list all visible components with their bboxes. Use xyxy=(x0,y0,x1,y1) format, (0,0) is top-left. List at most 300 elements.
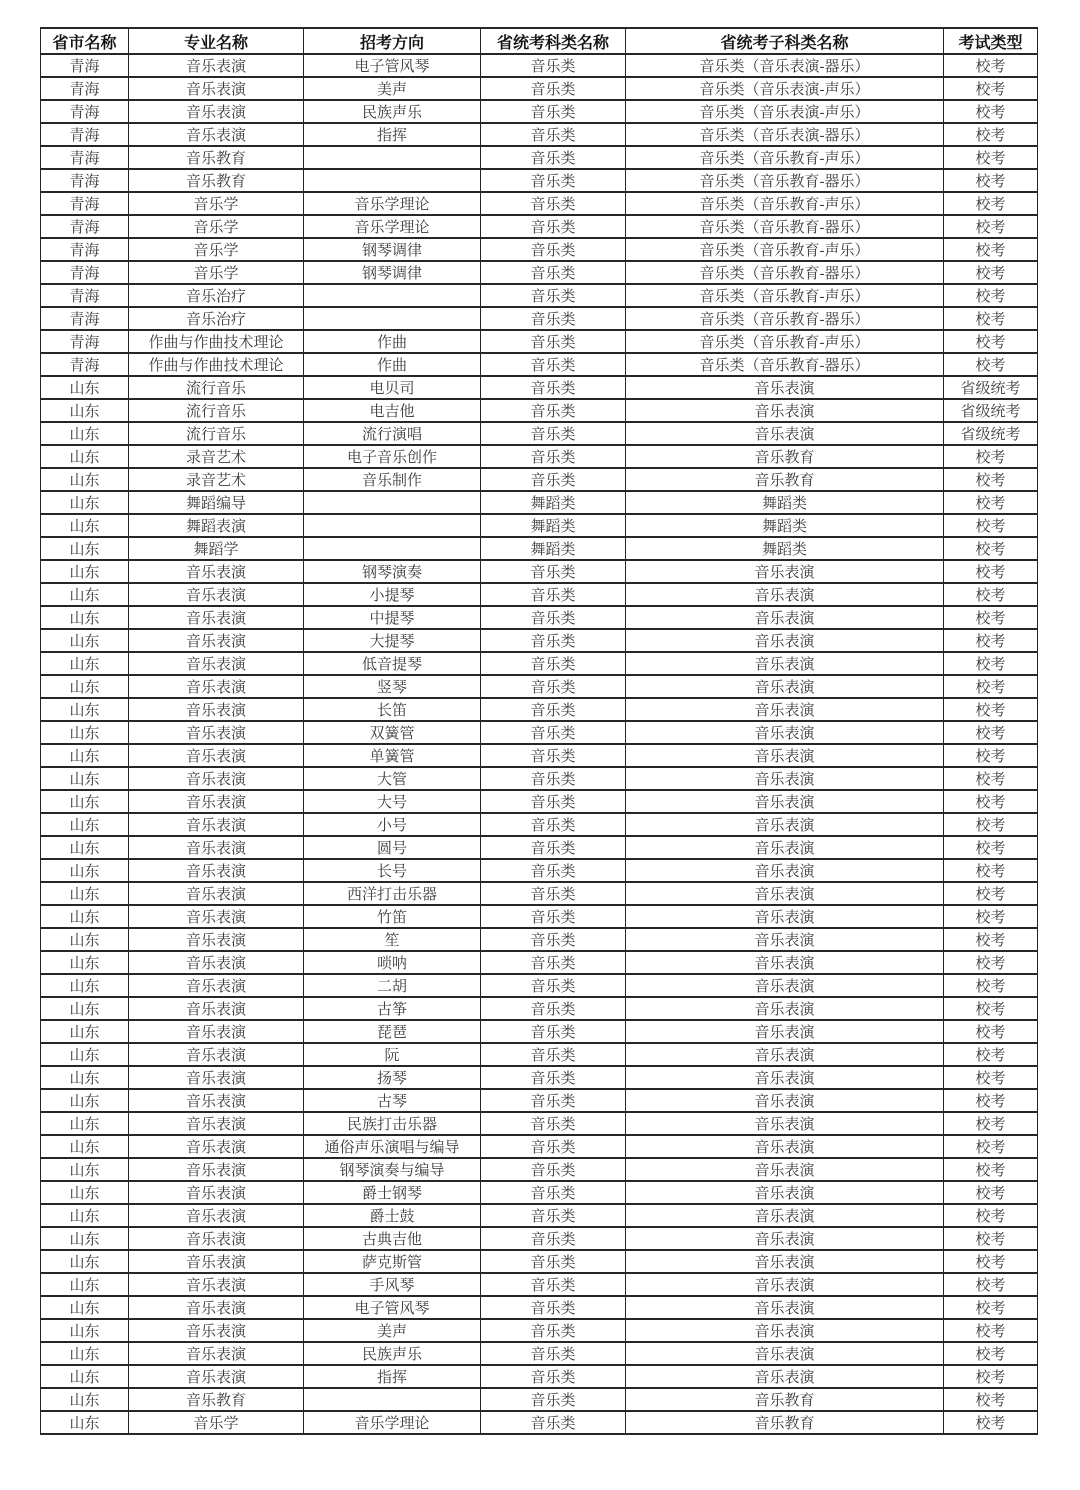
cell-unified-exam-category: 音乐类 xyxy=(481,100,626,123)
cell-province: 青海 xyxy=(41,215,129,238)
table-row xyxy=(41,1411,1038,1434)
cell-exam-type: 校考 xyxy=(944,261,1038,284)
table-row xyxy=(41,1319,1038,1342)
cell-unified-exam-subcategory: 音乐表演 xyxy=(626,1296,944,1319)
table-row xyxy=(41,1227,1038,1250)
cell-direction: 电子音乐创作 xyxy=(304,445,481,468)
cell-major: 音乐表演 xyxy=(129,1135,304,1158)
cell-unified-exam-category: 舞蹈类 xyxy=(481,537,626,560)
cell-province: 山东 xyxy=(41,1020,129,1043)
cell-unified-exam-category: 音乐类 xyxy=(481,583,626,606)
cell-direction: 民族声乐 xyxy=(304,1342,481,1365)
cell-unified-exam-category: 音乐类 xyxy=(481,698,626,721)
cell-province: 山东 xyxy=(41,1319,129,1342)
cell-province: 山东 xyxy=(41,583,129,606)
cell-unified-exam-subcategory: 音乐表演 xyxy=(626,1204,944,1227)
table-row xyxy=(41,859,1038,882)
cell-unified-exam-category: 音乐类 xyxy=(481,1411,626,1434)
table-row xyxy=(41,721,1038,744)
cell-major: 音乐学 xyxy=(129,238,304,261)
cell-unified-exam-category: 音乐类 xyxy=(481,353,626,376)
cell-direction xyxy=(304,537,481,560)
cell-exam-type: 校考 xyxy=(944,813,1038,836)
cell-exam-type: 校考 xyxy=(944,215,1038,238)
cell-unified-exam-category: 音乐类 xyxy=(481,1342,626,1365)
cell-unified-exam-subcategory: 音乐类（音乐教育-器乐） xyxy=(626,169,944,192)
cell-major: 音乐表演 xyxy=(129,1020,304,1043)
cell-direction: 大管 xyxy=(304,767,481,790)
cell-exam-type: 校考 xyxy=(944,721,1038,744)
cell-direction: 扬琴 xyxy=(304,1066,481,1089)
cell-unified-exam-category: 音乐类 xyxy=(481,1319,626,1342)
table-row xyxy=(41,698,1038,721)
cell-unified-exam-category: 音乐类 xyxy=(481,54,626,77)
cell-province: 山东 xyxy=(41,1112,129,1135)
cell-province: 青海 xyxy=(41,100,129,123)
cell-province: 山东 xyxy=(41,698,129,721)
cell-major: 音乐教育 xyxy=(129,1388,304,1411)
cell-unified-exam-category: 音乐类 xyxy=(481,905,626,928)
cell-major: 音乐表演 xyxy=(129,1112,304,1135)
cell-unified-exam-subcategory: 音乐类（音乐教育-声乐） xyxy=(626,284,944,307)
cell-major: 舞蹈学 xyxy=(129,537,304,560)
table-row xyxy=(41,284,1038,307)
exam-categories-table xyxy=(40,27,1038,1435)
table-row xyxy=(41,77,1038,100)
cell-unified-exam-subcategory: 舞蹈类 xyxy=(626,537,944,560)
cell-exam-type: 校考 xyxy=(944,468,1038,491)
cell-unified-exam-category: 音乐类 xyxy=(481,859,626,882)
table-row xyxy=(41,744,1038,767)
cell-unified-exam-subcategory: 音乐表演 xyxy=(626,1066,944,1089)
cell-province: 山东 xyxy=(41,1089,129,1112)
cell-direction xyxy=(304,1388,481,1411)
cell-unified-exam-subcategory: 音乐表演 xyxy=(626,399,944,422)
cell-major: 音乐表演 xyxy=(129,675,304,698)
table-row xyxy=(41,169,1038,192)
cell-unified-exam-category: 音乐类 xyxy=(481,307,626,330)
cell-unified-exam-category: 音乐类 xyxy=(481,1365,626,1388)
cell-unified-exam-subcategory: 音乐类（音乐教育-器乐） xyxy=(626,353,944,376)
cell-exam-type: 校考 xyxy=(944,54,1038,77)
cell-major: 音乐表演 xyxy=(129,1273,304,1296)
cell-unified-exam-subcategory: 音乐教育 xyxy=(626,1411,944,1434)
cell-province: 青海 xyxy=(41,146,129,169)
cell-unified-exam-subcategory: 音乐表演 xyxy=(626,1158,944,1181)
table-row xyxy=(41,514,1038,537)
cell-unified-exam-subcategory: 音乐表演 xyxy=(626,560,944,583)
cell-unified-exam-subcategory: 音乐表演 xyxy=(626,1319,944,1342)
table-row xyxy=(41,997,1038,1020)
cell-unified-exam-subcategory: 音乐类（音乐教育-声乐） xyxy=(626,192,944,215)
cell-major: 音乐学 xyxy=(129,1411,304,1434)
table-row xyxy=(41,560,1038,583)
cell-unified-exam-subcategory: 音乐表演 xyxy=(626,652,944,675)
cell-exam-type: 校考 xyxy=(944,974,1038,997)
table-row xyxy=(41,376,1038,399)
cell-unified-exam-category: 音乐类 xyxy=(481,606,626,629)
cell-unified-exam-category: 音乐类 xyxy=(481,790,626,813)
cell-exam-type: 校考 xyxy=(944,905,1038,928)
cell-unified-exam-category: 音乐类 xyxy=(481,146,626,169)
cell-unified-exam-category: 音乐类 xyxy=(481,1112,626,1135)
cell-exam-type: 校考 xyxy=(944,1020,1038,1043)
cell-exam-type: 校考 xyxy=(944,928,1038,951)
cell-exam-type: 校考 xyxy=(944,491,1038,514)
cell-major: 音乐表演 xyxy=(129,629,304,652)
cell-direction: 古筝 xyxy=(304,997,481,1020)
cell-unified-exam-category: 音乐类 xyxy=(481,77,626,100)
cell-major: 音乐教育 xyxy=(129,169,304,192)
cell-exam-type: 校考 xyxy=(944,1204,1038,1227)
cell-province: 山东 xyxy=(41,468,129,491)
cell-unified-exam-category: 音乐类 xyxy=(481,169,626,192)
cell-province: 山东 xyxy=(41,1066,129,1089)
cell-unified-exam-category: 音乐类 xyxy=(481,1273,626,1296)
cell-exam-type: 校考 xyxy=(944,77,1038,100)
cell-exam-type: 校考 xyxy=(944,698,1038,721)
cell-province: 山东 xyxy=(41,1388,129,1411)
cell-exam-type: 校考 xyxy=(944,1273,1038,1296)
table-row xyxy=(41,1020,1038,1043)
cell-direction: 钢琴调律 xyxy=(304,261,481,284)
column-header-unified-exam-category: 省统考科类名称 xyxy=(481,28,626,54)
cell-major: 音乐表演 xyxy=(129,721,304,744)
cell-unified-exam-category: 音乐类 xyxy=(481,652,626,675)
cell-direction: 通俗声乐演唱与编导 xyxy=(304,1135,481,1158)
cell-unified-exam-category: 音乐类 xyxy=(481,399,626,422)
cell-unified-exam-category: 音乐类 xyxy=(481,882,626,905)
cell-exam-type: 校考 xyxy=(944,445,1038,468)
cell-direction: 电吉他 xyxy=(304,399,481,422)
cell-exam-type: 校考 xyxy=(944,330,1038,353)
cell-major: 音乐学 xyxy=(129,261,304,284)
cell-unified-exam-category: 音乐类 xyxy=(481,951,626,974)
cell-unified-exam-subcategory: 音乐类（音乐教育-器乐） xyxy=(626,307,944,330)
table-row xyxy=(41,123,1038,146)
cell-exam-type: 省级统考 xyxy=(944,422,1038,445)
cell-major: 流行音乐 xyxy=(129,376,304,399)
cell-exam-type: 校考 xyxy=(944,1365,1038,1388)
table-row xyxy=(41,1089,1038,1112)
table-row xyxy=(41,951,1038,974)
table-row xyxy=(41,813,1038,836)
cell-unified-exam-subcategory: 音乐表演 xyxy=(626,974,944,997)
cell-province: 山东 xyxy=(41,445,129,468)
cell-unified-exam-category: 音乐类 xyxy=(481,1388,626,1411)
cell-province: 山东 xyxy=(41,1204,129,1227)
table-row xyxy=(41,468,1038,491)
cell-province: 山东 xyxy=(41,721,129,744)
column-header-province: 省市名称 xyxy=(41,28,129,54)
table-row xyxy=(41,1365,1038,1388)
cell-province: 山东 xyxy=(41,928,129,951)
cell-province: 山东 xyxy=(41,491,129,514)
cell-exam-type: 校考 xyxy=(944,169,1038,192)
cell-unified-exam-category: 音乐类 xyxy=(481,261,626,284)
table-row xyxy=(41,353,1038,376)
cell-major: 舞蹈编导 xyxy=(129,491,304,514)
cell-province: 山东 xyxy=(41,951,129,974)
cell-exam-type: 校考 xyxy=(944,1342,1038,1365)
cell-direction xyxy=(304,514,481,537)
cell-exam-type: 校考 xyxy=(944,1043,1038,1066)
cell-exam-type: 校考 xyxy=(944,1066,1038,1089)
table-row xyxy=(41,1273,1038,1296)
table-row xyxy=(41,1135,1038,1158)
cell-unified-exam-category: 音乐类 xyxy=(481,215,626,238)
cell-unified-exam-subcategory: 音乐表演 xyxy=(626,744,944,767)
cell-unified-exam-subcategory: 音乐类（音乐表演-器乐） xyxy=(626,123,944,146)
cell-major: 音乐表演 xyxy=(129,951,304,974)
cell-exam-type: 校考 xyxy=(944,192,1038,215)
cell-unified-exam-category: 音乐类 xyxy=(481,1227,626,1250)
cell-exam-type: 校考 xyxy=(944,1227,1038,1250)
cell-province: 青海 xyxy=(41,330,129,353)
cell-unified-exam-category: 音乐类 xyxy=(481,284,626,307)
cell-exam-type: 校考 xyxy=(944,514,1038,537)
cell-direction: 美声 xyxy=(304,1319,481,1342)
cell-exam-type: 校考 xyxy=(944,606,1038,629)
cell-direction: 作曲 xyxy=(304,353,481,376)
cell-exam-type: 校考 xyxy=(944,997,1038,1020)
cell-unified-exam-subcategory: 音乐表演 xyxy=(626,951,944,974)
table-row xyxy=(41,606,1038,629)
cell-unified-exam-category: 音乐类 xyxy=(481,1250,626,1273)
cell-unified-exam-category: 音乐类 xyxy=(481,123,626,146)
table-row xyxy=(41,399,1038,422)
cell-direction: 低音提琴 xyxy=(304,652,481,675)
cell-direction: 大号 xyxy=(304,790,481,813)
cell-direction: 大提琴 xyxy=(304,629,481,652)
cell-unified-exam-subcategory: 音乐表演 xyxy=(626,905,944,928)
cell-province: 山东 xyxy=(41,1296,129,1319)
table-row xyxy=(41,1181,1038,1204)
cell-exam-type: 校考 xyxy=(944,1089,1038,1112)
cell-direction: 钢琴演奏 xyxy=(304,560,481,583)
cell-major: 音乐表演 xyxy=(129,1204,304,1227)
cell-unified-exam-subcategory: 音乐表演 xyxy=(626,928,944,951)
cell-province: 山东 xyxy=(41,629,129,652)
cell-major: 音乐表演 xyxy=(129,100,304,123)
cell-major: 音乐表演 xyxy=(129,1227,304,1250)
cell-major: 音乐表演 xyxy=(129,974,304,997)
cell-exam-type: 校考 xyxy=(944,100,1038,123)
cell-major: 录音艺术 xyxy=(129,468,304,491)
cell-exam-type: 校考 xyxy=(944,146,1038,169)
table-row xyxy=(41,307,1038,330)
cell-direction: 阮 xyxy=(304,1043,481,1066)
cell-unified-exam-subcategory: 音乐表演 xyxy=(626,997,944,1020)
cell-unified-exam-subcategory: 音乐表演 xyxy=(626,882,944,905)
cell-major: 流行音乐 xyxy=(129,422,304,445)
cell-direction: 琵琶 xyxy=(304,1020,481,1043)
table-row xyxy=(41,1112,1038,1135)
cell-province: 山东 xyxy=(41,560,129,583)
cell-unified-exam-subcategory: 音乐教育 xyxy=(626,1388,944,1411)
cell-direction: 竹笛 xyxy=(304,905,481,928)
table-row xyxy=(41,192,1038,215)
cell-exam-type: 校考 xyxy=(944,629,1038,652)
table-row xyxy=(41,1066,1038,1089)
cell-province: 青海 xyxy=(41,123,129,146)
cell-direction: 中提琴 xyxy=(304,606,481,629)
cell-province: 山东 xyxy=(41,652,129,675)
cell-major: 音乐表演 xyxy=(129,1296,304,1319)
cell-unified-exam-subcategory: 音乐类（音乐教育-声乐） xyxy=(626,330,944,353)
table-row xyxy=(41,54,1038,77)
cell-exam-type: 校考 xyxy=(944,1296,1038,1319)
cell-unified-exam-subcategory: 音乐表演 xyxy=(626,859,944,882)
cell-province: 山东 xyxy=(41,997,129,1020)
cell-major: 音乐表演 xyxy=(129,606,304,629)
cell-major: 音乐表演 xyxy=(129,77,304,100)
cell-unified-exam-category: 音乐类 xyxy=(481,1296,626,1319)
cell-direction: 钢琴调律 xyxy=(304,238,481,261)
cell-direction: 电子管风琴 xyxy=(304,54,481,77)
cell-unified-exam-category: 音乐类 xyxy=(481,1204,626,1227)
table-row xyxy=(41,1250,1038,1273)
column-header-unified-exam-subcategory: 省统考子科类名称 xyxy=(626,28,944,54)
cell-direction: 小号 xyxy=(304,813,481,836)
cell-direction: 竖琴 xyxy=(304,675,481,698)
cell-unified-exam-subcategory: 音乐表演 xyxy=(626,1250,944,1273)
cell-major: 音乐表演 xyxy=(129,560,304,583)
cell-major: 音乐表演 xyxy=(129,698,304,721)
cell-unified-exam-subcategory: 音乐类（音乐表演-声乐） xyxy=(626,77,944,100)
cell-direction: 二胡 xyxy=(304,974,481,997)
cell-exam-type: 校考 xyxy=(944,744,1038,767)
cell-direction: 音乐学理论 xyxy=(304,1411,481,1434)
cell-major: 音乐表演 xyxy=(129,905,304,928)
cell-direction xyxy=(304,307,481,330)
cell-direction: 作曲 xyxy=(304,330,481,353)
cell-province: 青海 xyxy=(41,77,129,100)
cell-unified-exam-category: 音乐类 xyxy=(481,192,626,215)
cell-unified-exam-category: 音乐类 xyxy=(481,744,626,767)
table-row xyxy=(41,652,1038,675)
cell-unified-exam-subcategory: 音乐表演 xyxy=(626,1135,944,1158)
table-row xyxy=(41,238,1038,261)
cell-province: 山东 xyxy=(41,905,129,928)
cell-province: 青海 xyxy=(41,307,129,330)
cell-unified-exam-subcategory: 音乐教育 xyxy=(626,468,944,491)
cell-direction: 长号 xyxy=(304,859,481,882)
cell-major: 音乐学 xyxy=(129,215,304,238)
cell-unified-exam-subcategory: 音乐表演 xyxy=(626,813,944,836)
cell-unified-exam-subcategory: 舞蹈类 xyxy=(626,491,944,514)
cell-unified-exam-subcategory: 音乐表演 xyxy=(626,675,944,698)
cell-exam-type: 校考 xyxy=(944,1158,1038,1181)
cell-major: 音乐教育 xyxy=(129,146,304,169)
cell-major: 音乐表演 xyxy=(129,1181,304,1204)
column-header-direction: 招考方向 xyxy=(304,28,481,54)
cell-province: 山东 xyxy=(41,1043,129,1066)
cell-major: 作曲与作曲技术理论 xyxy=(129,330,304,353)
cell-major: 音乐表演 xyxy=(129,1319,304,1342)
cell-exam-type: 校考 xyxy=(944,284,1038,307)
cell-unified-exam-subcategory: 音乐表演 xyxy=(626,1020,944,1043)
table-row xyxy=(41,905,1038,928)
cell-unified-exam-category: 音乐类 xyxy=(481,629,626,652)
cell-major: 音乐表演 xyxy=(129,583,304,606)
cell-unified-exam-category: 舞蹈类 xyxy=(481,514,626,537)
cell-unified-exam-category: 音乐类 xyxy=(481,445,626,468)
cell-province: 山东 xyxy=(41,1250,129,1273)
cell-unified-exam-category: 音乐类 xyxy=(481,376,626,399)
cell-province: 山东 xyxy=(41,744,129,767)
cell-province: 山东 xyxy=(41,1135,129,1158)
cell-major: 音乐表演 xyxy=(129,836,304,859)
cell-exam-type: 校考 xyxy=(944,560,1038,583)
cell-unified-exam-subcategory: 音乐类（音乐教育-器乐） xyxy=(626,215,944,238)
cell-province: 山东 xyxy=(41,859,129,882)
cell-unified-exam-category: 音乐类 xyxy=(481,836,626,859)
cell-unified-exam-category: 音乐类 xyxy=(481,675,626,698)
table-row xyxy=(41,583,1038,606)
cell-exam-type: 校考 xyxy=(944,951,1038,974)
cell-province: 青海 xyxy=(41,261,129,284)
cell-direction: 小提琴 xyxy=(304,583,481,606)
cell-unified-exam-category: 音乐类 xyxy=(481,1066,626,1089)
cell-direction: 音乐学理论 xyxy=(304,215,481,238)
cell-province: 山东 xyxy=(41,1365,129,1388)
table-row xyxy=(41,537,1038,560)
cell-major: 音乐表演 xyxy=(129,767,304,790)
column-header-major: 专业名称 xyxy=(129,28,304,54)
cell-unified-exam-subcategory: 音乐表演 xyxy=(626,1089,944,1112)
table-row xyxy=(41,1204,1038,1227)
cell-exam-type: 校考 xyxy=(944,675,1038,698)
cell-major: 音乐表演 xyxy=(129,859,304,882)
cell-exam-type: 校考 xyxy=(944,767,1038,790)
table-row xyxy=(41,836,1038,859)
cell-direction xyxy=(304,146,481,169)
cell-exam-type: 校考 xyxy=(944,583,1038,606)
cell-unified-exam-category: 音乐类 xyxy=(481,1089,626,1112)
cell-exam-type: 校考 xyxy=(944,1135,1038,1158)
cell-exam-type: 校考 xyxy=(944,307,1038,330)
cell-major: 音乐表演 xyxy=(129,744,304,767)
cell-major: 流行音乐 xyxy=(129,399,304,422)
cell-province: 山东 xyxy=(41,813,129,836)
cell-exam-type: 校考 xyxy=(944,882,1038,905)
cell-direction: 钢琴演奏与编导 xyxy=(304,1158,481,1181)
cell-direction: 电贝司 xyxy=(304,376,481,399)
table-row xyxy=(41,629,1038,652)
table-row xyxy=(41,100,1038,123)
cell-exam-type: 校考 xyxy=(944,1112,1038,1135)
table-row xyxy=(41,445,1038,468)
cell-major: 作曲与作曲技术理论 xyxy=(129,353,304,376)
cell-major: 舞蹈表演 xyxy=(129,514,304,537)
cell-major: 音乐治疗 xyxy=(129,284,304,307)
cell-major: 音乐表演 xyxy=(129,652,304,675)
cell-major: 音乐表演 xyxy=(129,790,304,813)
cell-major: 音乐表演 xyxy=(129,813,304,836)
cell-direction: 长笛 xyxy=(304,698,481,721)
cell-unified-exam-category: 音乐类 xyxy=(481,238,626,261)
cell-direction: 爵士鼓 xyxy=(304,1204,481,1227)
table-row xyxy=(41,882,1038,905)
table-row xyxy=(41,928,1038,951)
cell-unified-exam-subcategory: 音乐类（音乐教育-器乐） xyxy=(626,261,944,284)
table-row xyxy=(41,1388,1038,1411)
cell-exam-type: 校考 xyxy=(944,123,1038,146)
table-row xyxy=(41,790,1038,813)
cell-unified-exam-subcategory: 音乐表演 xyxy=(626,721,944,744)
cell-direction: 流行演唱 xyxy=(304,422,481,445)
